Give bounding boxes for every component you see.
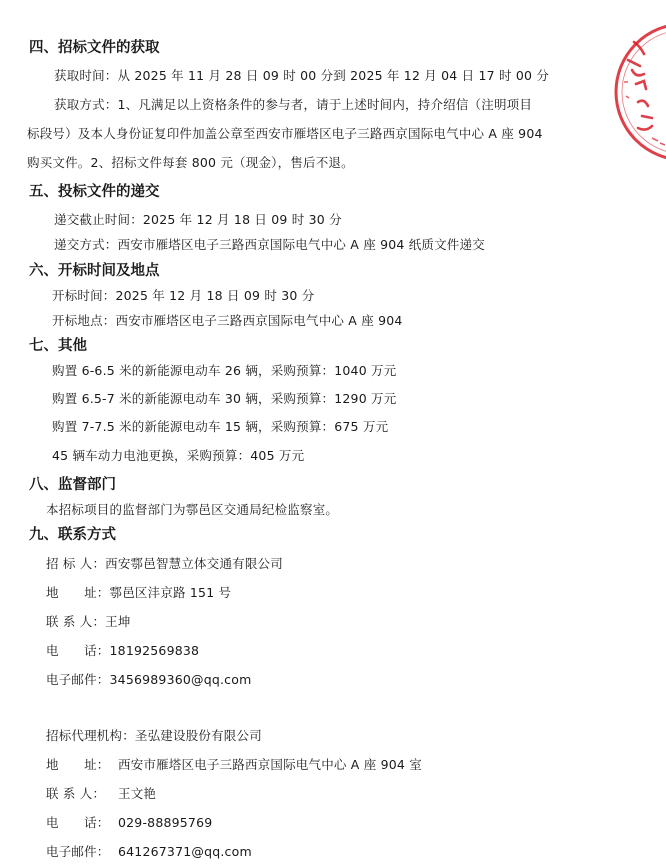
agency-contact-row bbox=[46, 786, 156, 802]
section-5-heading: 五、投标文件的递交 bbox=[29, 184, 160, 200]
email-value: 3456989360@qq.com bbox=[109, 672, 252, 687]
agency-phone-row bbox=[46, 815, 212, 831]
agency-email-row bbox=[46, 844, 252, 860]
section-4-heading: 四、招标文件的获取 bbox=[29, 40, 160, 56]
agency-row bbox=[46, 728, 262, 744]
tenderer-label: 招 标 人： bbox=[46, 556, 106, 571]
procurement-item-4: 45 辆车动力电池更换，采购预算：405 万元 bbox=[52, 448, 305, 463]
address-value: 鄠邑区沣京路 151 号 bbox=[109, 585, 232, 600]
agency-contact-label: 联 系 人： bbox=[46, 786, 106, 801]
email-label: 电子邮件： bbox=[46, 672, 110, 687]
agency-phone-label: 电 话： bbox=[46, 815, 110, 830]
agency-address-value: 西安市雁塔区电子三路西京国际电气中心 A 座 904 室 bbox=[118, 757, 422, 772]
procurement-item-3: 购置 7-7.5 米的新能源电动车 15 辆，采购预算：675 万元 bbox=[52, 419, 389, 434]
opening-place: 开标地点：西安市雁塔区电子三路西京国际电气中心 A 座 904 bbox=[52, 313, 403, 328]
email-row bbox=[46, 672, 251, 688]
agency-phone-value: 029-88895769 bbox=[118, 815, 213, 830]
agency-email-value: 641267371@qq.com bbox=[118, 844, 252, 859]
address-label: 地 址： bbox=[46, 585, 110, 600]
phone-row bbox=[46, 643, 199, 659]
contact-label: 联 系 人： bbox=[46, 614, 106, 629]
tenderer-value: 西安鄠邑智慧立体交通有限公司 bbox=[105, 556, 283, 571]
agency-email-label: 电子邮件： bbox=[46, 844, 110, 859]
acquisition-method-line-2: 标段号）及本人身份证复印件加盖公章至西安市雁塔区电子三路西京国际电气中心 A 座 904 bbox=[27, 126, 543, 141]
acquisition-method-line-3: 购买文件。2、招标文件每套 800 元（现金），售后不退。 bbox=[27, 155, 354, 170]
agency-value: 圣弘建设股份有限公司 bbox=[134, 728, 262, 743]
address-row bbox=[46, 585, 231, 601]
section-9-heading: 九、联系方式 bbox=[29, 527, 116, 543]
official-seal-icon bbox=[612, 12, 666, 172]
section-6-heading: 六、开标时间及地点 bbox=[29, 263, 160, 279]
contact-value: 王坤 bbox=[105, 614, 131, 629]
contact-row bbox=[46, 614, 131, 630]
section-8-heading: 八、监督部门 bbox=[29, 477, 116, 493]
agency-label: 招标代理机构： bbox=[46, 728, 135, 743]
tenderer-row bbox=[46, 556, 283, 572]
phone-label: 电 话： bbox=[46, 643, 110, 658]
agency-contact-value: 王文艳 bbox=[118, 786, 157, 801]
procurement-item-2: 购置 6.5-7 米的新能源电动车 30 辆，采购预算：1290 万元 bbox=[52, 391, 397, 406]
acquisition-method-line-1: 获取方式：1、凡满足以上资格条件的参与者，请于上述时间内，持介绍信（注明项目 bbox=[54, 97, 533, 112]
section-7-heading: 七、其他 bbox=[29, 338, 87, 354]
supervision-text: 本招标项目的监督部门为鄠邑区交通局纪检监察室。 bbox=[46, 502, 339, 517]
phone-value: 18192569838 bbox=[109, 643, 200, 658]
submission-method: 递交方式：西安市雁塔区电子三路西京国际电气中心 A 座 904 纸质文件递交 bbox=[54, 237, 485, 252]
acquisition-time: 获取时间：从 2025 年 11 月 28 日 09 时 00 分到 2025 年 12 月 04 日 17 时 00 分 bbox=[54, 68, 550, 83]
agency-address-label: 地 址： bbox=[46, 757, 110, 772]
opening-time: 开标时间：2025 年 12 月 18 日 09 时 30 分 bbox=[52, 288, 315, 303]
procurement-item-1: 购置 6-6.5 米的新能源电动车 26 辆，采购预算：1040 万元 bbox=[52, 363, 397, 378]
submission-deadline: 递交截止时间：2025 年 12 月 18 日 09 时 30 分 bbox=[54, 212, 342, 227]
agency-address-row bbox=[46, 757, 422, 773]
